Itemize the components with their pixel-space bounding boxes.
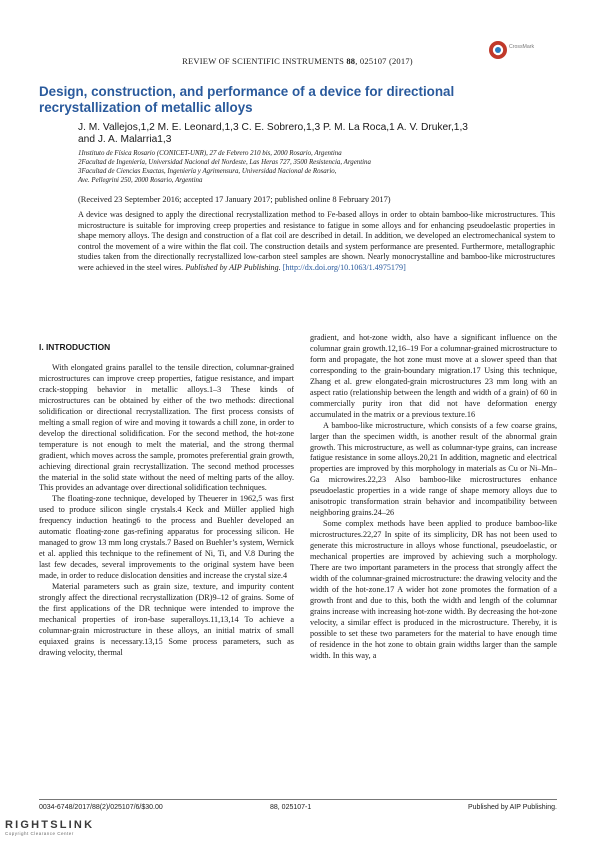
authors-line-2: and J. A. Malarria1,3 [78, 134, 172, 145]
doi-link[interactable]: [http://dx.doi.org/10.1063/1.4975179] [282, 262, 406, 272]
affiliation-3-cont: Ave. Pellegrini 250, 2000 Rosario, Argentina [78, 177, 203, 185]
crossmark-label: CrossMark [509, 44, 535, 50]
abstract [78, 210, 555, 274]
paragraph: Material parameters such as grain size, texture, and impurity content strongly affect the directional recrystallization (DR)9–12 of grains. Some of the first applications of the DR technique were intended to improve the mechanical properties of iron-base superalloys.11,13,14 To achieve a columnar-grain microstructure in these alloys, an initial matrix of small equiaxed grains is necessary.13,15 Some process parameters, such as drawing velocity, thermal [39, 582, 294, 657]
paragraph: A bamboo-like microstructure, which consists of a few coarse grains, larger than the specimen width, is another result of the abnormal grain growth. This microstructure, as well as columnar-type grains, can increase fatigue resistance in some alloys.20,21 In addition, magnetic and electrical properties are improved by this morphology in materials as Cu or Ni–Mn–Ga microwires.22,23 Also bamboo-like microstructures enhance pseudoelastic properties in a wide range of shape memory alloys due to anisotropic transformation strain behavior and incompatibility between neighboring grains.24–26 [310, 420, 557, 518]
authors-line-1: J. M. Vallejos,1,2 M. E. Leonard,1,3 C. E. Sobrero,1,3 P. M. La Roca,1 A. V. Druker,1,3 [78, 122, 468, 133]
footer-issn: 0034-6748/2017/88(2)/025107/6/$30.00 [39, 804, 163, 811]
affiliation-2: 2Facultad de Ingeniería, Universidad Nacional del Nordeste, Las Heras 727, 3500 Resistencia, Argentina [78, 159, 371, 167]
journal-name: REVIEW OF SCIENTIFIC INSTRUMENTS [182, 56, 345, 66]
abstract-publisher: Published by AIP Publishing. [185, 262, 281, 272]
journal-volume: 88 [346, 56, 356, 66]
affiliations [78, 149, 548, 185]
paper-title: Design, construction, and performance of a device for directional recrystallization of metallic alloys [39, 84, 455, 115]
rightslink-subtext: Copyright Clearance Center [5, 831, 74, 836]
left-column [39, 363, 294, 659]
affiliation-1: 1Instituto de Física Rosario (CONICET-UNR), 27 de Febrero 210 bis, 2000 Rosario, Argentina [78, 150, 342, 157]
paragraph: Some complex methods have been applied to produce bamboo-like microstructures.22,27 In spite of its simplicity, DR has not been used to generate this microstructure in alloys whose functional, pseudoelastic, or mechanical properties are improved by achieving such a morphology. There are two important parameters in the process that strongly affect the width of the columnar-grained microstructure: the drawing velocity and the width of the hot-zone.17 A wider hot zone promotes the formation of a growth front and due to this, both the width and length of the columnar grains increase with increasing hot-zone width. By decreasing the hot-zone velocity, a similar effect is produced in the microstructure. Thereby, it is possible to set these two parameters for the material to have enough time of residence in the hot zone to obtain grain widths larger than the sample width. In this way, a [310, 519, 557, 660]
journal-page-ref: , 025107 (2017) [355, 56, 413, 66]
right-column [310, 333, 557, 662]
paragraph: gradient, and hot-zone width, also have a significant influence on the columnar grain growth.12,16–19 For a columnar-grained microstructure to form and propagate, the hot zone must move at a slower speed than that corresponding to the grain-boundary migration.17 Using this technique, Zhang et al. grew elongated-grain microstructures 23 mm long with an aspect ratio (relationship between the length and width of a grain) of 60 in commercially purity iron that did not have deformation energy accumulated in the matrix or a previous texture.16 [310, 333, 557, 419]
paragraph: With elongated grains parallel to the tensile direction, columnar-grained microstructures can improve creep properties, fatigue resistance, and impart crack-stopping behavior in metallic alloys.1–3 These kinds of microstructures can be obtained by either of the two methods: directional solidification or directional recrystallization. The first process consists of melting a small region of wire and moving it towards a chill zone, in order to develop the directional solidification. For the second method, the hot-zone temperature is not enough to melt the material, and the strong thermal gradient, which moves across the sample, promotes preferential grain growth, achieving directional grain recrystallization. The second method processes the material in the solid state without the need of melting parts of the alloy. This provides an advantage over directional solidification techniques. [39, 363, 294, 493]
section-heading: I. INTRODUCTION [39, 342, 111, 352]
paragraph: The floating-zone technique, developed by Theuerer in 1962,5 was first used to produce silicon single crystals.4 Keck and Müller applied high frequency induction heating6 to the process and Buehler developed an automatic floating-zone gas-refining apparatus for processing silicon. He managed to grow 13 mm long crystals.7 Based on Buehler’s system, Wernick et al. applied this technique to the refinement of Ni, Ti, and V.8 During the last few decades, several improvements to the original system have been made, in order to reduce dislocation densities and increase the crystal size.4 [39, 494, 294, 581]
rightslink-logo[interactable] [5, 819, 131, 841]
rightslink-text: RIGHTSLINK [5, 819, 95, 831]
footer-publisher: Published by AIP Publishing. [468, 804, 557, 811]
abstract-text: A device was designed to apply the directional recrystallization method to Fe-based alloys in order to obtain bamboo-like microstructures. This microstructure is suitable for improving creep properties and resistance to fatigue in some alloys and for enhancing pseudoelastic properties in shape memory alloys. The design and construction of a flat coil are described in detail. In addition, we developed an electromechanical system to control the movement of a wire within the flat coil. The construction details and system performance are presented. Furthermore, metallographic studies taken from the directionally recrystallized low-carbon steel samples are shown. Nearly monocrystalline and bamboo-like microstructures were achieved in the steel wires. [78, 210, 555, 272]
crossmark-icon [486, 37, 544, 67]
footer-divider [39, 799, 557, 800]
footer-page-number: 88, 025107-1 [270, 804, 312, 811]
author-list [78, 122, 548, 146]
affiliation-3: 3Facultad de Ciencias Exactas, Ingeniería y Agrimensura, Universidad Nacional de Rosario, [78, 168, 337, 176]
received-dates: (Received 23 September 2016; accepted 17 January 2017; published online 8 February 2017) [78, 195, 391, 204]
crossmark-badge[interactable] [486, 37, 544, 67]
